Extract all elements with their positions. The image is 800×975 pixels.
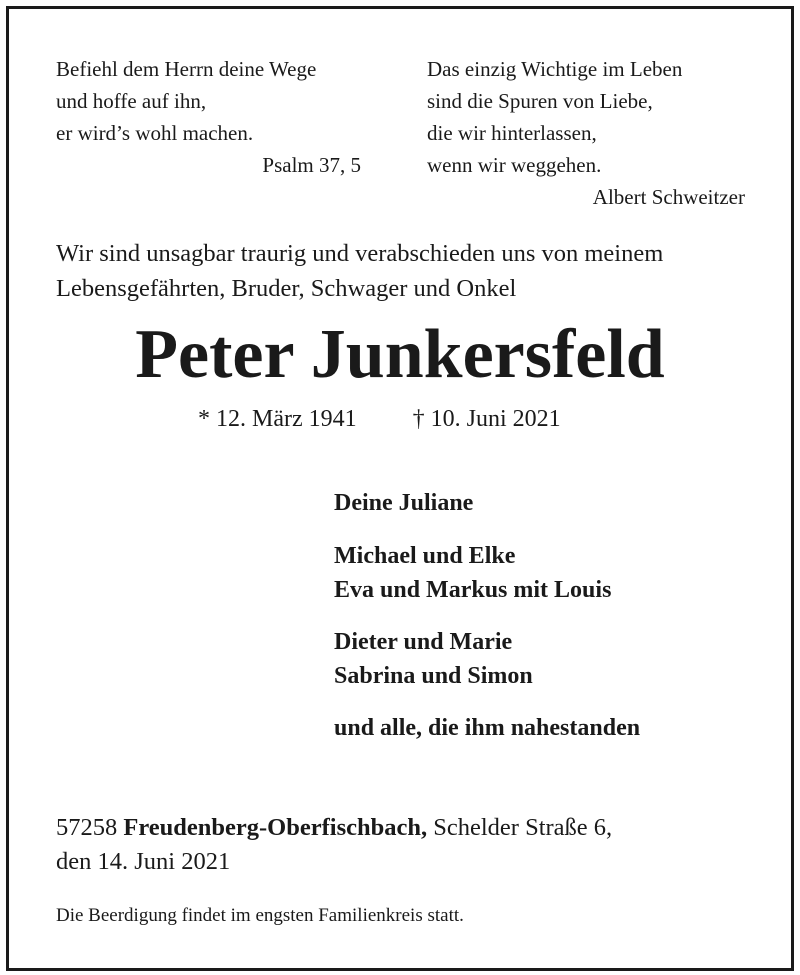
mourners-list xyxy=(334,486,640,745)
intro-text xyxy=(56,236,663,306)
deceased-name: Peter Junkersfeld xyxy=(135,316,665,393)
mourner-line: und alle, die ihm nahestanden xyxy=(334,715,641,741)
dates-row xyxy=(198,404,561,434)
verse-right-reference: Albert Schweitzer xyxy=(592,185,745,209)
mourner-line: Sabrina und Simon xyxy=(334,663,533,689)
verse-right xyxy=(427,53,745,213)
mourner-line: Michael und Elke xyxy=(334,543,516,569)
intro-line: Wir sind unsagbar traurig und verabschieden uns von meinem xyxy=(56,240,664,267)
mourner-line: Dieter und Marie xyxy=(334,629,513,655)
postal-code: 57258 xyxy=(56,814,118,841)
verse-left-line: Befiehl dem Herrn deine Wege xyxy=(56,57,317,81)
verse-right-line: sind die Spuren von Liebe, xyxy=(427,89,653,113)
verse-right-line: Das einzig Wichtige im Leben xyxy=(427,57,683,81)
intro-line: Lebensgefährten, Bruder, Schwager und Onkel xyxy=(56,275,517,302)
verse-left xyxy=(56,53,361,181)
city: Freudenberg-Oberfischbach, xyxy=(123,814,428,841)
birth-date: * 12. März 1941 xyxy=(198,406,357,432)
verse-left-line: und hoffe auf ihn, xyxy=(56,89,207,113)
death-date: † 10. Juni 2021 xyxy=(412,406,561,432)
verse-left-line: er wird’s wohl machen. xyxy=(56,121,254,145)
street: Schelder Straße 6, xyxy=(433,814,613,841)
address-line xyxy=(56,811,612,845)
obituary-frame xyxy=(6,6,794,971)
date-line: den 14. Juni 2021 xyxy=(56,848,231,875)
verse-left-reference: Psalm 37, 5 xyxy=(262,153,361,177)
address-block xyxy=(56,811,612,879)
mourner-line: Eva und Markus mit Louis xyxy=(334,577,612,603)
verse-right-line: die wir hinterlassen, xyxy=(427,121,597,145)
verse-right-line: wenn wir weggehen. xyxy=(427,153,602,177)
funeral-note: Die Beerdigung findet im engsten Familienkreis statt. xyxy=(56,905,464,926)
mourner-line: Deine Juliane xyxy=(334,490,474,516)
